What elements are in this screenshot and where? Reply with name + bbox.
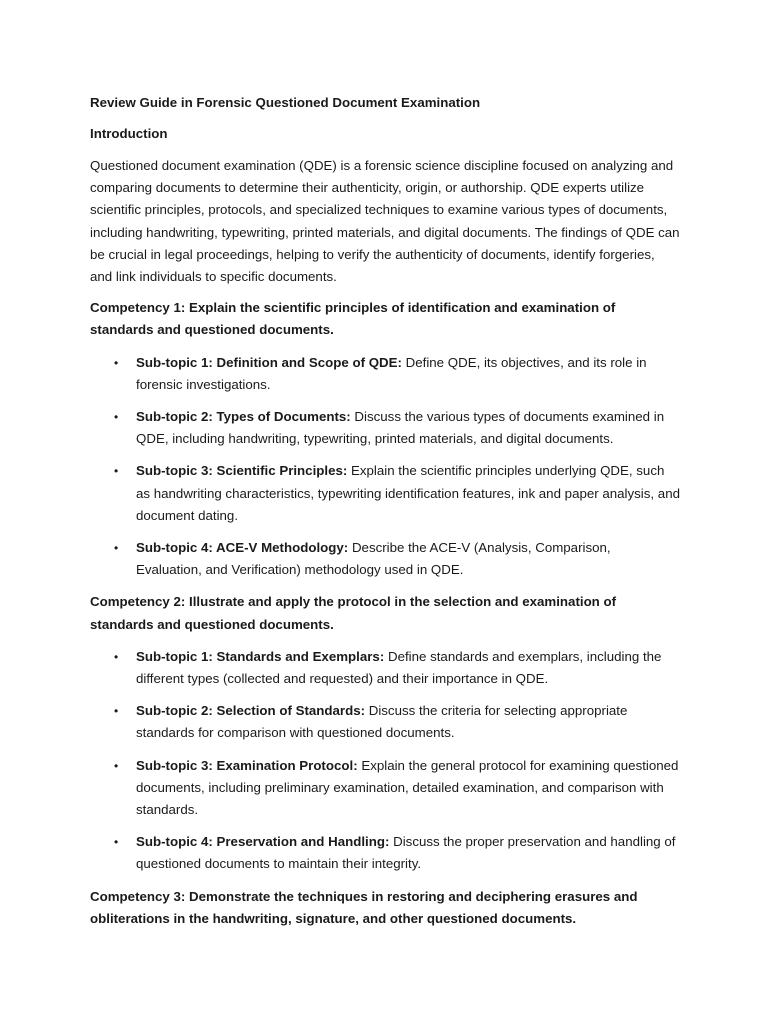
list-item — [90, 352, 680, 396]
list-item — [90, 406, 680, 450]
subtopic-text: Explain the general protocol for examining questioned documents, including preliminary examination, detailed examination, and comparison with standards. — [136, 757, 679, 818]
list-item — [90, 700, 680, 744]
list-item — [90, 831, 680, 875]
bullet-icon: • — [114, 758, 119, 773]
subtopic-text: Discuss the criteria for selecting appropriate standards for comparison with questioned documents. — [136, 703, 628, 741]
competency-1-heading: Competency 1: Explain the scientific principles of identification and examination of standards and questioned documents. — [90, 300, 616, 338]
competency-2-heading: Competency 2: Illustrate and apply the protocol in the selection and examination of standards and questioned documents. — [90, 594, 617, 632]
subtopic-text: Discuss the proper preservation and handling of questioned documents to maintain their integrity. — [136, 834, 676, 872]
subtopic-text: Explain the scientific principles underlying QDE, such as handwriting characteristics, typewriting identification features, ink and paper analysis, and document dating. — [136, 463, 680, 523]
list-item — [90, 460, 680, 527]
competency-1-subtopic-list — [90, 352, 680, 582]
bullet-icon: • — [114, 464, 119, 479]
bullet-icon: • — [114, 704, 119, 719]
subtopic-text: Define standards and exemplars, including the different types (collected and requested) and their importance in QDE. — [136, 648, 662, 687]
list-item — [90, 537, 680, 581]
subtopic-text: Define QDE, its objectives, and its role in forensic investigations. — [136, 354, 647, 392]
bullet-icon: • — [114, 835, 119, 850]
subtopic-text: Describe the ACE-V (Analysis, Comparison, Evaluation, and Verification) methodology used in QDE. — [136, 540, 611, 578]
bullet-icon: • — [114, 649, 119, 664]
introduction-paragraph: Questioned document examination (QDE) is a forensic science discipline focused on analyzing and comparing documents to determine their authenticity, origin, or authorship. QDE experts utilize scientific principles, protocols, and specialized techniques to examine various types of documents, including handwriting, typewriting, printed materials, and digital documents. The findings of QDE can be crucial in legal proceedings, helping to verify the authenticity of documents, identify forgeries, and link individuals to specific documents. — [90, 158, 680, 285]
subtopic-lead: Sub-topic 2: Types of Documents: — [136, 409, 351, 425]
bullet-icon: • — [114, 541, 119, 556]
document-title: Review Guide in Forensic Questioned Document Examination — [90, 95, 481, 110]
subtopic-lead: Sub-topic 3: Scientific Principles: — [136, 463, 348, 479]
subtopic-lead: Sub-topic 3: Examination Protocol: — [136, 757, 358, 773]
subtopic-text: Discuss the various types of documents examined in QDE, including handwriting, typewriting, printed materials, and digital documents. — [136, 409, 665, 447]
subtopic-lead: Sub-topic 4: Preservation and Handling: — [136, 834, 390, 850]
competency-2-subtopic-list — [90, 646, 680, 876]
bullet-icon: • — [114, 355, 119, 370]
subtopic-lead: Sub-topic 1: Standards and Exemplars: — [136, 648, 385, 664]
list-item — [90, 646, 680, 690]
list-item — [90, 755, 680, 822]
bullet-icon: • — [114, 410, 119, 425]
subtopic-lead: Sub-topic 4: ACE-V Methodology: — [136, 540, 349, 556]
subtopic-lead: Sub-topic 2: Selection of Standards: — [136, 703, 366, 719]
competency-3-heading: Competency 3: Demonstrate the techniques in restoring and deciphering erasures and obliterations in the handwriting, signature, and other questioned documents. — [90, 888, 638, 926]
subtopic-lead: Sub-topic 1: Definition and Scope of QDE: — [136, 354, 402, 370]
introduction-heading: Introduction — [90, 126, 168, 141]
